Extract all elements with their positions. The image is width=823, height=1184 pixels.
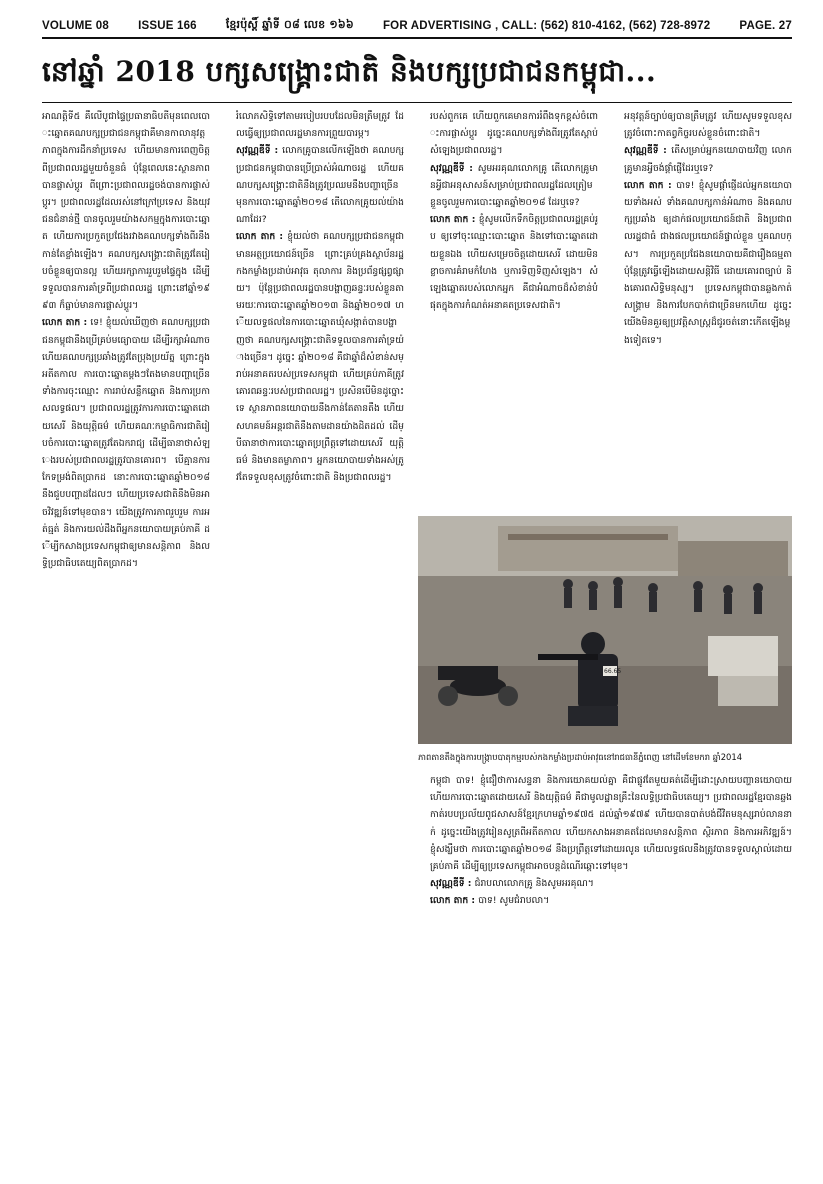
article-paragraph — [624, 177, 792, 349]
article-column-1 — [42, 108, 210, 1174]
article-paragraph — [430, 211, 598, 314]
article-column-3 — [430, 108, 598, 508]
speaker-label: សុវណ្ណឌីទី : — [624, 145, 672, 157]
page-header — [42, 15, 792, 37]
article-paragraph — [430, 160, 598, 212]
header-rule — [42, 37, 792, 39]
speaker-label: លោក តាក : — [624, 179, 677, 191]
article-paragraph — [42, 314, 210, 572]
speaker-label: សុវណ្ណឌីទី : — [236, 145, 283, 157]
news-photo — [418, 516, 792, 744]
article-paragraph — [236, 142, 404, 228]
speaker-label: លោក តាក : — [430, 214, 479, 226]
article-paragraph — [430, 772, 792, 875]
speaker-label: លោក តាក : — [42, 317, 91, 329]
paragraph-text: ខ្ញុំយល់ថា គណបក្សប្រជាជនកម្ពុជាមានអត្ថប្រយោជន៍ច្រើន ព្រោះគ្រប់គ្រងស្ថាប័នរដ្ឋ កងកម្លាំងប្រដាប់អាវុធ តុលាការ និងប្រព័ន្ធផ្សព្វផ្សាយ។ ប៉ុន្តែប្រជាពលរដ្ឋបានបង្ហាញឆន្ទៈរបស់ខ្លួនតាមរយៈការបោះឆ្នោតឆ្នាំ២០១៣ និងឆ្នាំ២០១៧ ហើយលទ្ធផលនៃការបោះឆ្នោតឃុំសង្កាត់បានបង្ហាញថា គណបក្សសង្គ្រោះជាតិទទួលបានការគាំទ្រយ៉ាងច្រើន។ ដូច្នេះ ឆ្នាំ២០១៨ គឺជាឆ្នាំដ៏សំខាន់សម្រាប់អនាគតរបស់ប្រទេសកម្ពុជា ហើយគ្រប់ភាគីត្រូវគោរពឆន្ទៈរបស់ប្រជាពលរដ្ឋ។ ប្រសិនបើមិនដូច្នោះទេ ស្ថានភាពនយោបាយនឹងកាន់តែតានតឹង ហើយសហគមន៍អន្តរជាតិនឹងតាមដានយ៉ាងដិតដល់ ដើម្បីធានាថាការបោះឆ្នោតប្រព្រឹត្តទៅដោយសេរី យុត្តិធម៌ និងមានតម្លាភាព។ អ្នកនយោបាយទាំងអស់ត្រូវតែទទួលខុសត្រូវចំពោះជាតិ និងប្រជាពលរដ្ឋ។ — [236, 231, 404, 484]
article-paragraph — [42, 108, 210, 314]
article-paragraph — [624, 108, 792, 142]
article-column-5 — [430, 772, 792, 1174]
speaker-label: សុវណ្ណឌីទី : — [430, 162, 478, 174]
paragraph-text: បាទ! ខ្ញុំសូមផ្តាំផ្ញើដល់អ្នកនយោបាយទាំងអស់ ទាំងគណបក្សកាន់អំណាច និងគណបក្សប្រឆាំង ឲ្យដាក់ផលប្រយោជន៍ជាតិ និងប្រជាពលរដ្ឋជាធំ ជាងផលប្រយោជន៍ផ្ទាល់ខ្លួន ឬគណបក្ស។ ការប្រកួតប្រជែងនយោបាយគឺជារឿងធម្មតា ប៉ុន្តែត្រូវធ្វើឡើងដោយសន្តិវិធី ដោយគោរពច្បាប់ និងគោរពសិទ្ធិមនុស្ស។ ប្រទេសកម្ពុជាបានឆ្លងកាត់សង្គ្រាម និងការបែកបាក់ជាច្រើនមកហើយ ដូច្នេះយើងមិនគួរឲ្យប្រវត្តិសាស្ត្រដ៏ជូរចត់នោះកើតឡើងម្តងទៀតទេ។ — [624, 179, 792, 346]
paragraph-text: របស់ពួកគេ ហើយពួកគេមានការរំពឹងទុកខ្ពស់ចំពោះការផ្លាស់ប្តូរ ដូច្នេះគណបក្សទាំងពីរត្រូវតែស្តាប់សំឡេងប្រជាពលរដ្ឋ។ — [430, 111, 598, 157]
paragraph-text: សូមអរគុណលោកគ្រូ តើលោកគ្រូមានអ្វីជាអនុសាសន៍សម្រាប់ប្រជាពលរដ្ឋដែលត្រៀមខ្លួនចូលរួមការបោះឆ្នោតឆ្នាំ២០១៨ ដែរឬទេ? — [430, 162, 598, 209]
paragraph-text: អនុវត្តន៍ច្បាប់ឲ្យបានត្រឹមត្រូវ ហើយសូមទទួលខុសត្រូវចំពោះកាតព្វកិច្ចរបស់ខ្លួនចំពោះជាតិ។ — [624, 111, 792, 140]
soldier-crackdown-photo — [418, 516, 792, 744]
speaker-label: លោក តាក : — [430, 895, 479, 907]
paragraph-text: លោកគ្រូបានលើកឡើងថា គណបក្សប្រជាជនកម្ពុជាបានប្រើប្រាស់អំណាចរដ្ឋ ហើយគណបក្សសង្គ្រោះជាតិនឹងត្រូវប្រឈមនឹងបញ្ហាច្រើនមុនការបោះឆ្នោតឆ្នាំ២០១៨ តើលោកគ្រូយល់យ៉ាងណាដែរ? — [236, 145, 404, 226]
speaker-label: សុវណ្ណឌីទី : — [430, 878, 475, 890]
volume-label: VOLUME 08 — [42, 20, 109, 32]
paragraph-text: តើសម្រាប់អ្នកនយោបាយវិញ លោកគ្រូមានអ្វីចង់ផ្តាំផ្ញើដែរឬទេ? — [624, 145, 792, 174]
article-paragraph — [430, 892, 792, 909]
headline-rule — [42, 102, 792, 103]
paragraph-text: បាទ! សូមជំរាបលា។ — [478, 895, 550, 907]
article-column-4 — [624, 108, 792, 508]
paragraph-text: ជំរាបលាលោកគ្រូ និងសូមអរគុណ។ — [474, 878, 594, 890]
paragraph-text: រំលោភសិទ្ធិទៅតាមរបៀបរបបដែលមិនត្រឹមត្រូវ ដែលធ្វើឲ្យប្រជាពលរដ្ឋមានការព្រួយបារម្ភ។ — [236, 111, 404, 140]
article-paragraph — [236, 108, 404, 142]
paragraph-text: ទេ! ខ្ញុំយល់ឃើញថា គណបក្សប្រជាជនកម្ពុជានឹងប្រើគ្រប់មធ្យោបាយ ដើម្បីរក្សាអំណាច ហើយគណបក្សប្រឆាំងត្រូវតែប្រុងប្រយ័ត្ន ព្រោះក្នុងអតីតកាល ការបោះឆ្នោតម្តងៗតែងមានបញ្ហាច្រើន ទាំងការចុះឈ្មោះ ការរាប់សន្លឹកឆ្នោត និងការប្រកាសលទ្ធផល។ ប្រជាពលរដ្ឋត្រូវការការបោះឆ្នោតដោយសេរី និងយុត្តិធម៌ ហើយគណៈកម្មាធិការជាតិរៀបចំការបោះឆ្នោតត្រូវតែឯករាជ្យ ដើម្បីធានាថាសំឡេងរបស់ប្រជាពលរដ្ឋត្រូវបានគោរព។ បើគ្មានការកែទម្រង់ពិតប្រាកដ នោះការបោះឆ្នោតឆ្នាំ២០១៨ នឹងជួបបញ្ហាដដែលៗ ហើយប្រទេសជាតិនឹងមិនអាចវិវឌ្ឍន៍ទៅមុខបាន។ យើងត្រូវការភាពរួបរួម ការអត់ធ្មត់ និងការយល់ដឹងពីអ្នកនយោបាយគ្រប់ភាគី ដើម្បីកសាងប្រទេសកម្ពុជាឲ្យមានសន្តិភាព និងលទ្ធិប្រជាធិបតេយ្យពិតប្រាកដ។ — [42, 317, 210, 570]
article-paragraph — [430, 875, 792, 892]
advertising-contact: FOR ADVERTISING , CALL: (562) 810-4162, (562) 728-8972 — [382, 20, 711, 32]
unit-tag: 66.65 — [604, 668, 622, 675]
issue-label: ISSUE 166 — [138, 20, 197, 32]
paragraph-text: អាណត្តិទី៥ គឺលើបូជាផ្ទៃប្រធានាធិបតីមុនពេលបោះឆ្នោតគណបក្សប្រជាជនកម្ពុជាគឺមានកាលានុវត្តភាពក្នុងការដឹកនាំប្រទេស ហើយមានការពេញចិត្តពីប្រជាពលរដ្ឋមួយចំនួនធំ ប៉ុន្តែពេលនេះស្ថានភាពបានផ្លាស់ប្តូរ ពីព្រោះប្រជាពលរដ្ឋចង់បានការផ្លាស់ប្តូរ។ ប្រជាពលរដ្ឋដែលរស់នៅក្រៅប្រទេស និងយុវជនជំនាន់ថ្មី បានចូលរួមយ៉ាងសកម្មក្នុងការបោះឆ្នោត ហើយការប្រកួតប្រជែងរវាងគណបក្សទាំងពីរនឹងកាន់តែខ្លាំងឡើង។ គណបក្សសង្គ្រោះជាតិត្រូវតែរៀបចំខ្លួនឲ្យបានល្អ ហើយរក្សាការរួបរួមផ្ទៃក្នុង ដើម្បីទទួលបានការគាំទ្រពីប្រជាពលរដ្ឋ ព្រោះនៅឆ្នាំ១៩៩៣ ក៏ធ្លាប់មានការផ្លាស់ប្តូរ។ — [42, 111, 210, 312]
article-paragraph — [624, 142, 792, 176]
article-paragraph — [236, 228, 404, 486]
speaker-label: លោក តាក : — [236, 231, 288, 243]
paragraph-text: ខ្ញុំសូមលើកទឹកចិត្តប្រជាពលរដ្ឋគ្រប់រូប ឲ្យទៅចុះឈ្មោះបោះឆ្នោត និងទៅបោះឆ្នោតដោយខ្លួនឯង ហើយសម្រេចចិត្តដោយសេរី ដោយមិនខ្លាចការគំរាមកំហែង ឬការទិញទិញសំឡេង។ សំឡេងឆ្នោតរបស់លោកអ្នក គឺជាអំណាចដ៏សំខាន់បំផុតក្នុងការកំណត់អនាគតប្រទេសជាតិ។ — [430, 214, 598, 312]
page-number: PAGE. 27 — [739, 20, 792, 32]
photo-caption: ភាពតានតឹងក្នុងការបង្ក្រាបបាតុកម្មរបស់កងកម្លាំងប្រដាប់អាវុធនៅរាជធានីភ្នំពេញ នៅដើមខែមករា ឆ្នាំ2014 — [418, 752, 743, 762]
article-column-2 — [236, 108, 404, 1174]
article-headline: នៅឆ្នាំ 2018 បក្សសង្គ្រោះជាតិ និងបក្សប្រជាជនកម្ពុជា... — [42, 55, 657, 88]
khmer-date: ខ្មែរប៉ុស្តិ៍ ឆ្នាំទី ០៨ លេខ ១៦៦ — [225, 18, 354, 31]
article-paragraph — [430, 108, 598, 160]
paragraph-text: កម្ពុជា បាទ! ខ្ញុំជឿថាការសន្ទនា និងការយោគយល់គ្នា គឺជាផ្លូវតែមួយគត់ដើម្បីដោះស្រាយបញ្ហានយោបាយ ហើយការបោះឆ្នោតដោយសេរី និងយុត្តិធម៌ គឺជាមូលដ្ឋានគ្រឹះនៃលទ្ធិប្រជាធិបតេយ្យ។ ប្រជាពលរដ្ឋខ្មែរបានឆ្លងកាត់របបប្រល័យពូជសាសន៍ខ្មែរក្រហមឆ្នាំ១៩៧៥ ដល់ឆ្នាំ១៩៧៩ ហើយបានបាត់បង់ជីវិតមនុស្សរាប់លាននាក់ ដូច្នេះយើងត្រូវរៀនសូត្រពីអតីតកាល ហើយកសាងអនាគតដែលមានសន្តិភាព ស្ថិរភាព និងការអភិវឌ្ឍន៍។ ខ្ញុំសង្ឃឹមថា ការបោះឆ្នោតឆ្នាំ២០១៨ នឹងប្រព្រឹត្តទៅដោយរលូន ហើយលទ្ធផលនឹងត្រូវបានទទួលស្គាល់ដោយគ្រប់ភាគី ដើម្បីឲ្យប្រទេសកម្ពុជាអាចបន្តដំណើរឆ្ពោះទៅមុខ។ — [430, 775, 792, 873]
